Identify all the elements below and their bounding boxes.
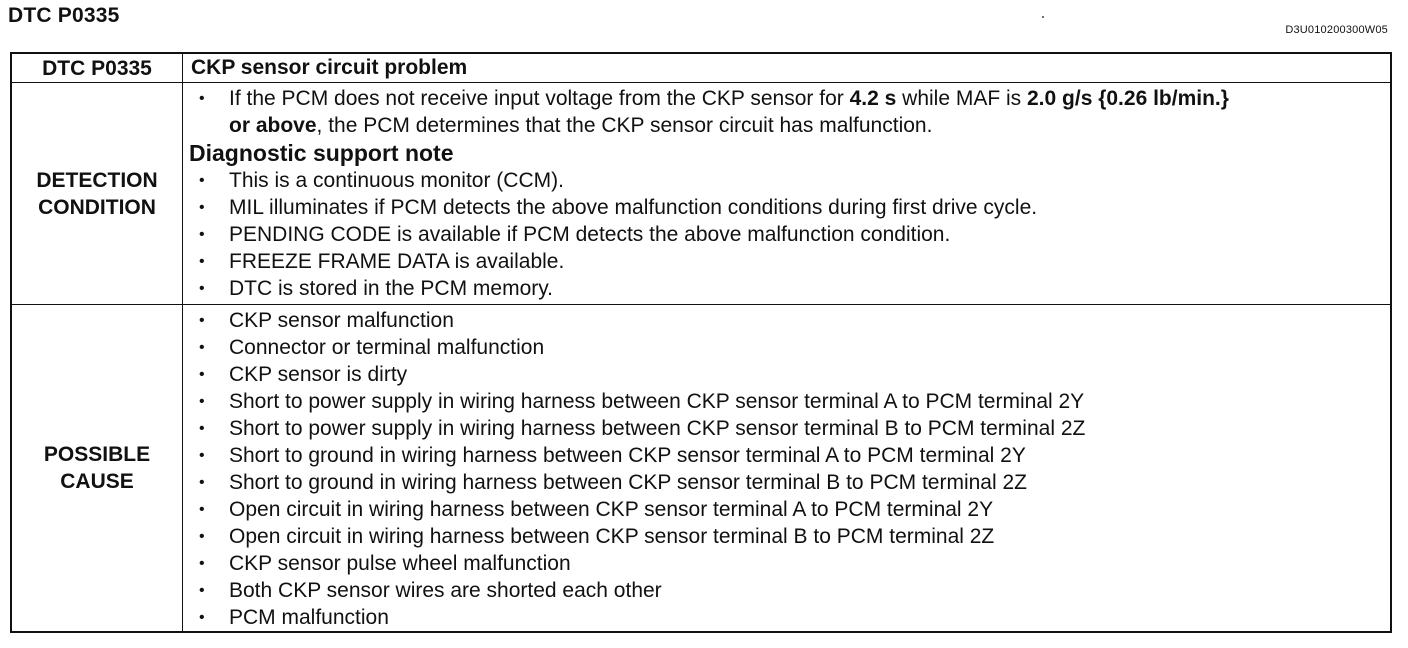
bullet-icon: • [199,528,205,545]
bullet-icon: • [199,366,205,383]
bullet-icon: • [199,226,205,243]
cause-text: CKP sensor is dirty [229,363,408,386]
list-item [197,221,1390,248]
cause-text: CKP sensor pulse wheel malfunction [229,552,571,575]
list-item [197,523,1390,550]
note-text: MIL illuminates if PCM detects the above malfunction conditions during first drive cycle. [229,196,1038,219]
page-title: DTC P0335 [8,4,120,27]
dtc-description-cell [183,53,1392,83]
bullet-icon: • [199,339,205,356]
cause-text: Short to power supply in wiring harness between CKP sensor terminal B to PCM terminal 2Z [229,417,1086,440]
list-item [197,604,1390,631]
bullet-icon: • [199,447,205,464]
dtc-code-label: DTC P0335 [42,56,152,80]
possible-cause-label-cell [11,305,183,633]
diagnostic-note-heading: Diagnostic support note [189,140,454,166]
bullet-icon: • [199,555,205,572]
bullet-icon: • [199,420,205,437]
detection-label-line2: CONDITION [38,195,156,219]
detection-text-3: , the PCM determines that the CKP sensor circuit has malfunction. [316,114,933,137]
note-text: FREEZE FRAME DATA is available. [229,250,565,273]
possible-cause-content [183,305,1392,633]
cause-text: Short to ground in wiring harness between CKP sensor terminal B to PCM terminal 2Z [229,471,1027,494]
list-item [197,248,1390,275]
note-text: This is a continuous monitor (CCM). [229,169,564,192]
detection-text-2: while MAF is [896,87,1027,110]
cause-text: Open circuit in wiring harness between CKP sensor terminal A to PCM terminal 2Y [229,498,994,521]
list-item [197,307,1390,334]
cause-label-line2: CAUSE [60,470,134,493]
list-item [197,469,1390,496]
detection-main-item [197,85,1390,139]
detection-condition-label-cell [11,83,183,305]
possible-cause-list [183,307,1390,631]
bullet-icon: • [199,199,205,216]
bullet-icon: • [199,280,205,297]
list-item [197,334,1390,361]
detection-maf-value: 2.0 g/s {0.26 lb/min.} [1027,87,1229,110]
cause-text: Both CKP sensor wires are shorted each other [229,579,662,602]
bullet-icon: • [199,474,205,491]
list-item [197,550,1390,577]
list-item [197,442,1390,469]
bullet-icon: • [199,90,205,107]
cause-label-line1: POSSIBLE [43,443,151,466]
dtc-header-row [11,53,1391,83]
detection-text-1: If the PCM does not receive input voltage from the CKP sensor for [229,87,850,110]
bullet-icon: • [199,501,205,518]
document-code: D3U010200300W05 [1285,24,1388,36]
cause-text: Short to power supply in wiring harness between CKP sensor terminal A to PCM terminal 2Y [229,390,1085,413]
dtc-table [10,52,1392,633]
detection-time-value: 4.2 s [849,87,897,110]
bullet-icon: • [199,172,205,189]
dtc-code-cell [11,53,183,83]
detection-label-line1: DETECTION [36,168,158,192]
note-text: PENDING CODE is available if PCM detects the above malfunction condition. [229,223,951,246]
cause-text: Short to ground in wiring harness between CKP sensor terminal A to PCM terminal 2Y [229,444,1026,467]
list-item [197,167,1390,194]
list-item [197,275,1390,302]
cause-text: Connector or terminal malfunction [229,336,545,359]
bullet-icon: • [199,582,205,599]
dtc-description: CKP sensor circuit problem [191,56,468,79]
detection-main-list [183,85,1390,139]
list-item [197,194,1390,221]
detection-condition-row [11,83,1391,305]
list-item [197,388,1390,415]
detection-condition-content [183,83,1392,305]
bullet-icon: • [199,312,205,329]
cause-text: CKP sensor malfunction [229,309,454,332]
list-item [197,361,1390,388]
scan-speck [1042,16,1044,18]
cause-text: PCM malfunction [229,606,389,629]
detection-or-above: or above [229,114,317,137]
possible-cause-row [11,305,1391,633]
note-text: DTC is stored in the PCM memory. [229,277,554,300]
list-item [197,496,1390,523]
list-item [197,577,1390,604]
cause-text: Open circuit in wiring harness between CKP sensor terminal B to PCM terminal 2Z [229,525,995,548]
list-item [197,415,1390,442]
bullet-icon: • [199,393,205,410]
diagnostic-notes-list [183,167,1390,302]
bullet-icon: • [199,253,205,270]
bullet-icon: • [199,609,205,626]
